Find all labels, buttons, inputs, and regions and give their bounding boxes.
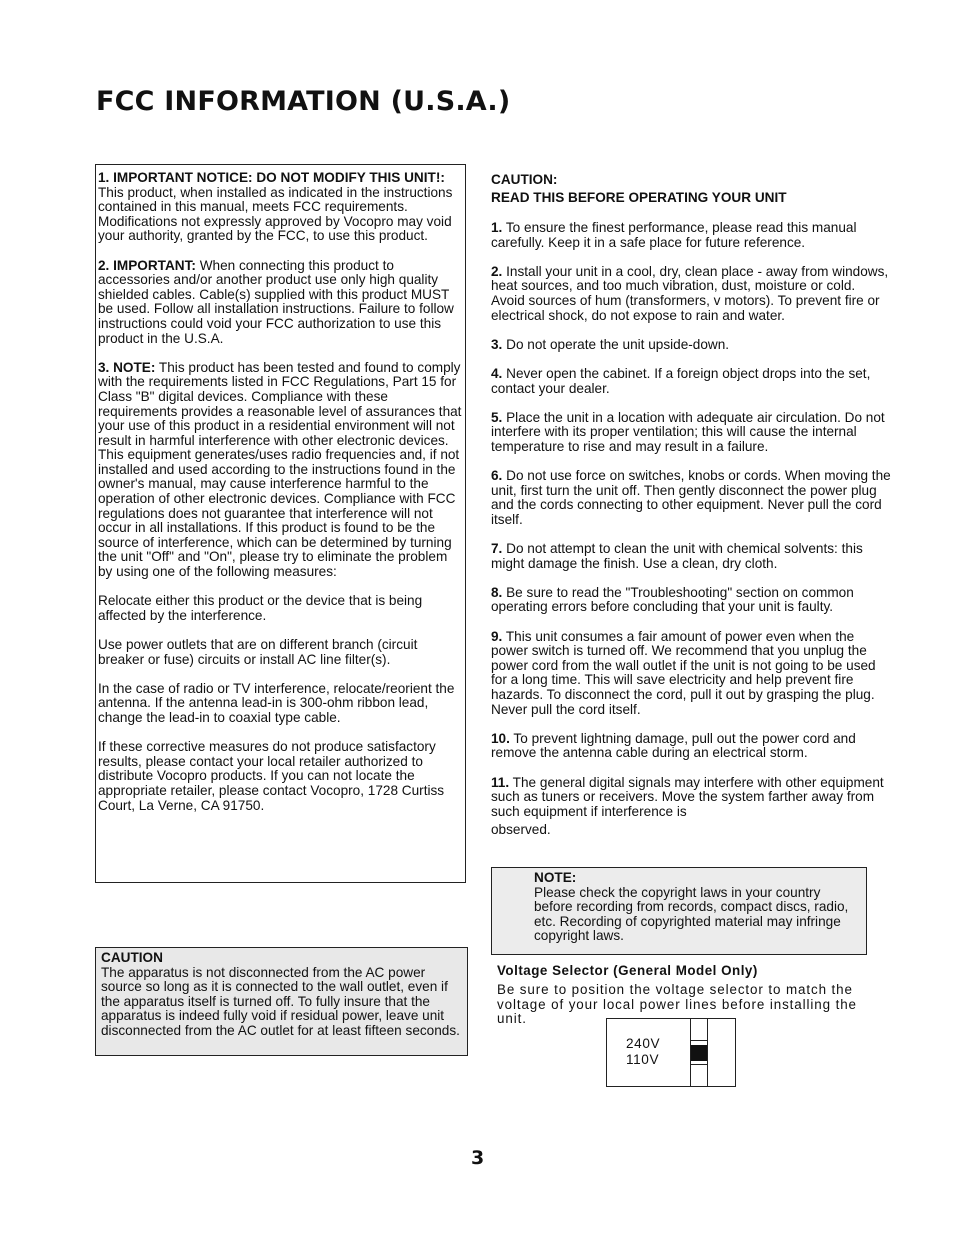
caution-box-body: The apparatus is not disconnected from the AC power source so long as it is connected to the wall outlet, even if the apparatus itself is turned off. To fully insure that the apparatus is indeed fully void if residual power, leave unit disconnected from the AC outlet for at least fifteen seconds. <box>101 964 460 1038</box>
selector-switch-slot <box>691 1019 708 1086</box>
measure-3: In the case of radio or TV interference, relocate/reorient the antenna. If the antenna lead-in is 300-ohm ribbon lead, change the lead-in to coaxial type cable. <box>98 680 455 725</box>
notice-1-body: This product, when installed as indicated in the instructions contained in this manual, meets FCC requirements. Modifications not expressly approved by Vocopro may void your authority, granted by the FCC, to use this product. <box>98 184 453 244</box>
voltage-labels <box>626 1036 660 1068</box>
voltage-selector-text: Be sure to position the voltage selector to match the voltage of your local power lines before installing the unit. <box>497 982 857 1027</box>
notice-3-body: This product has been tested and found to comply with the requirements listed in FCC Regulations, Part 15 for Class "B" digital devices. Compliance with these requirements provides a reasonable level of assurances that your use of this product in a residential environment will not result in harmful interference with other electronic devices. This equipment generates/uses radio frequencies and, if not installed and used according to the instructions found in the owner's manual, may cause interference harmful to the operation of other electronic devices. Compliance with FCC regulations does not guarantee that interference will not occur in all installations. If this product is found to be the source of interference, which can be determined by turning the unit "Off" and "On", please try to eliminate the problem by using one of the following measures: <box>98 359 462 580</box>
notice-2 <box>98 259 463 347</box>
caution-heading: CAUTION: <box>491 172 558 187</box>
fcc-notice-box <box>95 164 466 883</box>
selector-switch-knob <box>691 1045 707 1061</box>
caution-item-10: 10. To prevent lightning damage, pull out the power cord and remove the antenna cable during an electrical storm. <box>491 730 856 761</box>
voltage-110-label: 110V <box>626 1052 660 1067</box>
voltage-selector-title: Voltage Selector (General Model Only) <box>497 963 758 978</box>
caution-item-5: 5. Place the unit in a location with adequate air circulation. Do not interfere with its proper ventilation; this will cause the internal temperature to rise and may result in a failure. <box>491 409 885 454</box>
page-number: 3 <box>471 1147 485 1169</box>
caution-item-9: 9. This unit consumes a fair amount of power even when the power switch is turned off. We recommend that you unplug the power cord from the wall outlet if the unit is not going to be used for a long time. This will save electricity and help prevent fire hazards. To disconnect the cord, pull it out by grasping the plug. Never pull the cord itself. <box>491 628 876 717</box>
slot-line-top <box>691 1040 707 1041</box>
caution-item-4: 4. Never open the cabinet. If a foreign object drops into the set, contact your dealer. <box>491 365 871 396</box>
notice-2-heading: 2. IMPORTANT: <box>98 257 196 273</box>
voltage-240-label: 240V <box>626 1036 661 1051</box>
caution-item-2: 2. Install your unit in a cool, dry, clean place - away from windows, heat sources, and too much vibration, dust, moisture or cold. Avoid sources of hum (transformers, v motors). To prevent fire or electrical shock, do not expose to rain and water. <box>491 263 889 323</box>
measure-2: Use power outlets that are on different branch (circuit breaker or fuse) circuits or install AC line filter(s). <box>98 637 418 667</box>
notice-3 <box>98 361 463 580</box>
notice-3-heading: 3. NOTE: <box>98 359 156 375</box>
caution-item-6: 6. Do not use force on switches, knobs or cords. When moving the unit, first turn the unit off. Then gently disconnect the power plug and the cords connecting to other equipment. Never pull the cord itself. <box>491 468 891 527</box>
caution-item-8: 8. Be sure to read the "Troubleshooting" section on common operating errors before concluding that your unit is faulty. <box>491 584 854 615</box>
note-title: NOTE: <box>534 870 577 885</box>
page-title: FCC INFORMATION (U.S.A.) <box>96 86 511 117</box>
caution-item-11: 11. The general digital signals may interfere with other equipment such as tuners or receivers. Move the system farther away from such equipment if interference is <box>491 774 884 819</box>
notice-2-body: When connecting this product to accessories and/or another product use only high quality shielded cables. Cable(s) supplied with this product MUST be used. Follow all installation instructions. Failure to follow instructions could void your FCC authorization to use this product in the U.S.A. <box>98 257 454 346</box>
caution-item-7: 7. Do not attempt to clean the unit with chemical solvents: this might damage the finish. Use a clean, dry cloth. <box>491 541 863 571</box>
operating-caution-section <box>491 171 891 853</box>
caution-box <box>95 947 468 1056</box>
caution-item-1: 1. To ensure the finest performance, please read this manual carefully. Keep it in a safe place for future reference. <box>491 220 857 250</box>
notice-1-heading: 1. IMPORTANT NOTICE: DO NOT MODIFY THIS UNIT!: <box>98 170 445 185</box>
caution-item-11-end: observed. <box>491 822 551 838</box>
note-body: Please check the copyright laws in your country before recording from records, compact discs, radio, etc. Recording of copyrighted material may infringe copyright laws. <box>534 884 849 944</box>
measure-4: If these corrective measures do not produce satisfactory results, please contact your local retailer authorized to distribute Vocopro products. If you can not locate the appropriate retailer, please contact Vocopro, 1728 Curtiss Court, La Verne, CA 91750. <box>98 739 445 813</box>
notice-1 <box>98 171 463 244</box>
read-before-heading: READ THIS BEFORE OPERATING YOUR UNIT <box>491 190 787 205</box>
slot-line-bottom <box>691 1064 707 1065</box>
voltage-selector-diagram <box>606 1018 736 1087</box>
note-box <box>491 867 867 955</box>
caution-box-title: CAUTION <box>101 950 163 965</box>
caution-item-3: 3. Do not operate the unit upside-down. <box>491 336 730 352</box>
measure-1: Relocate either this product or the device that is being affected by the interference. <box>98 593 423 623</box>
